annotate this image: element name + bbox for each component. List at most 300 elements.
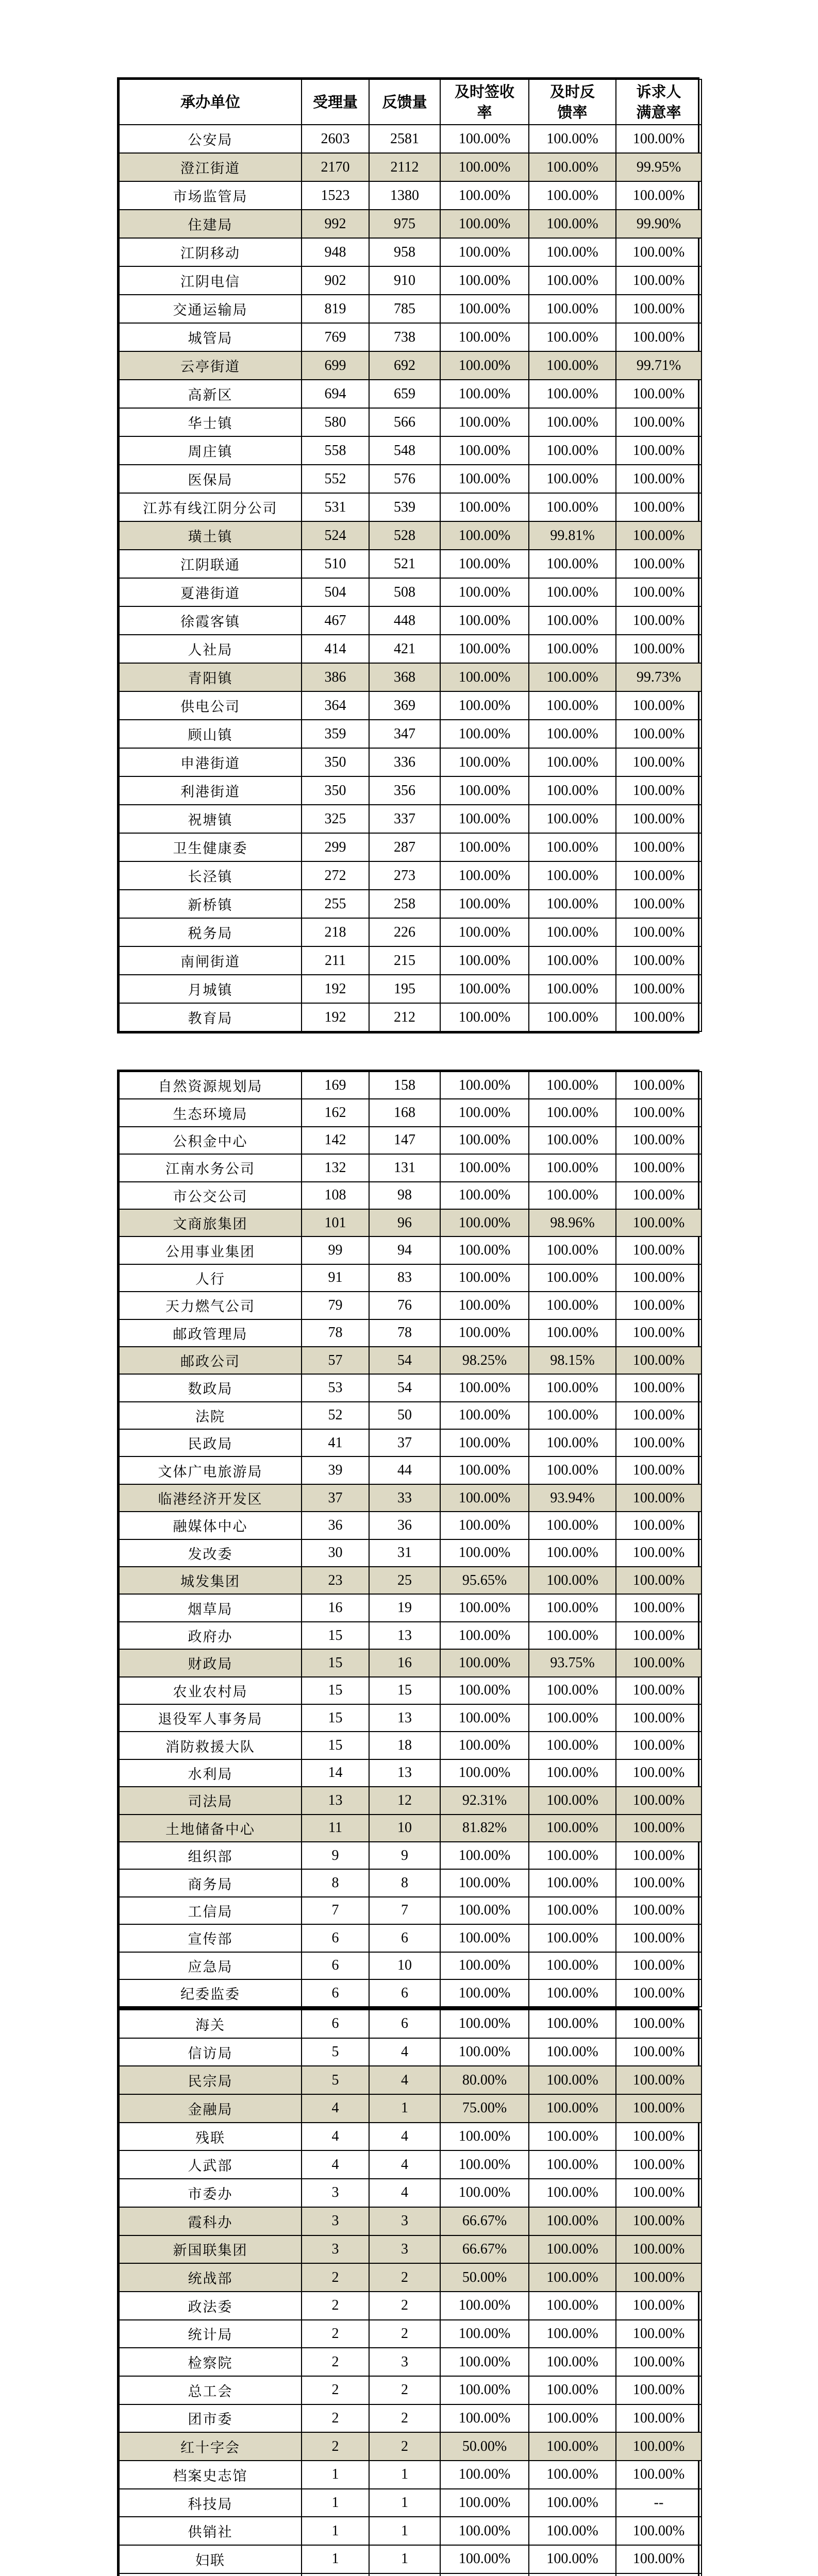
unit-cell: 公积金中心 xyxy=(119,1127,302,1154)
feedback-cell: 147 xyxy=(369,1127,440,1154)
table-row xyxy=(119,1127,702,1154)
unit-cell: 卫生健康委 xyxy=(119,833,302,861)
table-row xyxy=(119,1649,702,1676)
feedback-cell: 168 xyxy=(369,1099,440,1126)
sign-rate-cell: 100.00% xyxy=(440,2010,529,2038)
unit-cell: 政法委 xyxy=(119,2292,302,2320)
table-row xyxy=(119,1347,702,1374)
feedback-rate-cell: 100.00% xyxy=(529,691,616,720)
feedback-rate-cell: 100.00% xyxy=(529,1787,616,1814)
satisfaction-cell: 100.00% xyxy=(616,1127,702,1154)
received-cell: 350 xyxy=(302,748,369,776)
table-row xyxy=(119,295,702,323)
feedback-rate-cell: 100.00% xyxy=(529,1732,616,1759)
unit-cell: 消防救援大队 xyxy=(119,1732,302,1759)
unit-cell: 政府办 xyxy=(119,1622,302,1649)
sign-rate-cell: 50.00% xyxy=(440,2432,529,2461)
sign-rate-cell: 100.00% xyxy=(440,2179,529,2207)
received-cell: 57 xyxy=(302,1347,369,1374)
table-row xyxy=(119,2461,702,2489)
feedback-rate-cell: 100.00% xyxy=(529,380,616,408)
feedback-rate-cell: 93.94% xyxy=(529,1484,616,1512)
feedback-rate-cell: 100.00% xyxy=(529,2179,616,2207)
table-row xyxy=(119,2432,702,2461)
feedback-rate-cell: 100.00% xyxy=(529,861,616,890)
received-cell: 819 xyxy=(302,295,369,323)
feedback-rate-cell: 100.00% xyxy=(529,1264,616,1292)
satisfaction-cell: 100.00% xyxy=(616,295,702,323)
unit-cell: 青阳镇 xyxy=(119,663,302,691)
sign-rate-cell: 100.00% xyxy=(440,1292,529,1319)
feedback-cell: 347 xyxy=(369,720,440,748)
satisfaction-cell: 100.00% xyxy=(616,1264,702,1292)
received-cell: 6 xyxy=(302,2010,369,2038)
table-row xyxy=(119,720,702,748)
received-cell: 2603 xyxy=(302,125,369,153)
feedback-cell: 369 xyxy=(369,691,440,720)
satisfaction-cell xyxy=(616,2573,702,2576)
feedback-cell: 8 xyxy=(369,1869,440,1896)
received-cell: 1 xyxy=(302,2489,369,2517)
sign-rate-cell: 100.00% xyxy=(440,1924,529,1952)
unit-cell: 应急局 xyxy=(119,1952,302,1979)
received-cell: 524 xyxy=(302,521,369,550)
unit-cell: 市公交公司 xyxy=(119,1182,302,1209)
unit-cell: 烟草局 xyxy=(119,1594,302,1621)
satisfaction-cell: 100.00% xyxy=(616,2123,702,2151)
feedback-rate-cell: 100.00% xyxy=(529,1154,616,1181)
satisfaction-cell: 100.00% xyxy=(616,1374,702,1401)
table-row xyxy=(119,1374,702,1401)
feedback-cell: 76 xyxy=(369,1292,440,1319)
unit-cell: 文商旅集团 xyxy=(119,1209,302,1236)
unit-cell: 城发集团 xyxy=(119,1567,302,1594)
unit-cell: 江阴联通 xyxy=(119,550,302,578)
feedback-cell: 83 xyxy=(369,1264,440,1292)
unit-cell: 统计局 xyxy=(119,2320,302,2348)
feedback-rate-cell: 100.00% xyxy=(529,1003,616,1031)
satisfaction-cell: 100.00% xyxy=(616,1456,702,1484)
feedback-rate-cell: 100.00% xyxy=(529,1182,616,1209)
header-satisfaction: 诉求人满意率 xyxy=(616,79,702,125)
satisfaction-cell: 100.00% xyxy=(616,2461,702,2489)
feedback-rate-cell: 100.00% xyxy=(529,1979,616,2007)
sign-rate-cell: 100.00% xyxy=(440,1154,529,1181)
sign-rate-cell: 100.00% xyxy=(440,295,529,323)
feedback-cell: 10 xyxy=(369,1952,440,1979)
unit-cell: 统战部 xyxy=(119,2263,302,2292)
table-row xyxy=(119,521,702,550)
feedback-cell: 10 xyxy=(369,1815,440,1842)
feedback-cell: 1 xyxy=(369,2461,440,2489)
received-cell: 699 xyxy=(302,351,369,380)
feedback-cell: 78 xyxy=(369,1319,440,1347)
header-row xyxy=(119,79,702,125)
unit-cell: 检察院 xyxy=(119,2348,302,2376)
satisfaction-cell: 100.00% xyxy=(616,975,702,1003)
sign-rate-cell: 100.00% xyxy=(440,1484,529,1512)
sign-rate-cell: 100.00% xyxy=(440,1952,529,1979)
sign-rate-cell: 100.00% xyxy=(440,1429,529,1456)
feedback-rate-cell: 100.00% xyxy=(529,1594,616,1621)
received-cell: 3 xyxy=(302,2235,369,2264)
feedback-cell: 958 xyxy=(369,238,440,266)
table-row xyxy=(119,1704,702,1732)
received-cell: 15 xyxy=(302,1704,369,1732)
feedback-rate-cell: 100.00% xyxy=(529,1127,616,1154)
satisfaction-cell: 100.00% xyxy=(616,1759,702,1787)
received-cell: 6 xyxy=(302,1924,369,1952)
received-cell: 2 xyxy=(302,2376,369,2404)
table-row xyxy=(119,1732,702,1759)
received-cell: 350 xyxy=(302,776,369,805)
unit-cell: 数政局 xyxy=(119,1374,302,1401)
satisfaction-cell: 100.00% xyxy=(616,1897,702,1924)
received-cell: 272 xyxy=(302,861,369,890)
feedback-cell: 13 xyxy=(369,1759,440,1787)
satisfaction-cell: 100.00% xyxy=(616,890,702,918)
sign-rate-cell: 100.00% xyxy=(440,493,529,521)
table-row xyxy=(119,1292,702,1319)
table-row xyxy=(119,1952,702,1979)
satisfaction-cell: 100.00% xyxy=(616,125,702,153)
feedback-cell: 4 xyxy=(369,2066,440,2094)
table-row xyxy=(119,2545,702,2573)
received-cell: 359 xyxy=(302,720,369,748)
satisfaction-cell: 100.00% xyxy=(616,1319,702,1347)
feedback-cell: 215 xyxy=(369,946,440,975)
feedback-cell: 421 xyxy=(369,635,440,663)
table-row xyxy=(119,663,702,691)
table-row xyxy=(119,181,702,210)
received-cell: 16 xyxy=(302,1594,369,1621)
table-row xyxy=(119,2404,702,2433)
satisfaction-cell: -- xyxy=(616,2489,702,2517)
sign-rate-cell: 100.00% xyxy=(440,1704,529,1732)
received-cell: 580 xyxy=(302,408,369,436)
table-row xyxy=(119,1209,702,1236)
received-cell: 414 xyxy=(302,635,369,663)
received-cell: 2 xyxy=(302,2432,369,2461)
feedback-cell: 25 xyxy=(369,1567,440,1594)
sign-rate-cell: 100.00% xyxy=(440,210,529,238)
satisfaction-cell: 100.00% xyxy=(616,1815,702,1842)
satisfaction-cell: 100.00% xyxy=(616,181,702,210)
satisfaction-cell: 100.00% xyxy=(616,918,702,946)
feedback-cell: 336 xyxy=(369,748,440,776)
table-row xyxy=(119,550,702,578)
feedback-cell: 98 xyxy=(369,1182,440,1209)
table-row xyxy=(119,776,702,805)
feedback-cell: 13 xyxy=(369,1704,440,1732)
feedback-rate-cell: 100.00% xyxy=(529,805,616,833)
feedback-rate-cell: 100.00% xyxy=(529,2376,616,2404)
table-row xyxy=(119,2010,702,2038)
sign-rate-cell: 100.00% xyxy=(440,635,529,663)
satisfaction-cell: 100.00% xyxy=(616,380,702,408)
received-cell: 23 xyxy=(302,1567,369,1594)
received-cell: 769 xyxy=(302,323,369,351)
received-cell: 9 xyxy=(302,1842,369,1869)
table-row xyxy=(119,125,702,153)
feedback-rate-cell: 100.00% xyxy=(529,833,616,861)
received-cell: 15 xyxy=(302,1732,369,1759)
satisfaction-cell: 100.00% xyxy=(616,1787,702,1814)
unit-cell: 天力燃气公司 xyxy=(119,1292,302,1319)
sign-rate-cell: 100.00% xyxy=(440,1622,529,1649)
unit-cell: 团市委 xyxy=(119,2404,302,2433)
sign-rate-cell: 100.00% xyxy=(440,266,529,295)
satisfaction-cell: 100.00% xyxy=(616,2010,702,2038)
feedback-cell: 212 xyxy=(369,1003,440,1031)
unit-cell: 民宗局 xyxy=(119,2066,302,2094)
feedback-cell: 1 xyxy=(369,2517,440,2545)
feedback-cell: 2 xyxy=(369,2376,440,2404)
unit-cell: 澄江街道 xyxy=(119,153,302,181)
feedback-cell: 2 xyxy=(369,2404,440,2433)
feedback-rate-cell: 100.00% xyxy=(529,465,616,493)
feedback-cell: 6 xyxy=(369,2010,440,2038)
table-block-2 xyxy=(117,1070,699,2009)
feedback-rate-cell: 93.75% xyxy=(529,1649,616,1676)
sign-rate-cell: 100.00% xyxy=(440,181,529,210)
unit-cell: 金融局 xyxy=(119,2094,302,2123)
satisfaction-cell: 100.00% xyxy=(616,436,702,465)
satisfaction-cell: 100.00% xyxy=(616,2517,702,2545)
unit-cell: 江南水务公司 xyxy=(119,1154,302,1181)
unit-cell: 华士镇 xyxy=(119,408,302,436)
received-cell: 192 xyxy=(302,975,369,1003)
table-row xyxy=(119,1264,702,1292)
table-block-3 xyxy=(117,2008,699,2576)
feedback-rate-cell: 100.00% xyxy=(529,2320,616,2348)
table-body-2 xyxy=(119,1072,702,2007)
feedback-rate-cell: 100.00% xyxy=(529,1869,616,1896)
unit-cell: 土地储备中心 xyxy=(119,1815,302,1842)
table-row xyxy=(119,465,702,493)
feedback-cell: 521 xyxy=(369,550,440,578)
unit-cell: 总工会 xyxy=(119,2376,302,2404)
unit-cell: 人行 xyxy=(119,1264,302,1292)
feedback-cell: 195 xyxy=(369,975,440,1003)
feedback-rate-cell: 98.96% xyxy=(529,1209,616,1236)
feedback-rate-cell: 100.00% xyxy=(529,1759,616,1787)
sign-rate-cell: 100.00% xyxy=(440,1456,529,1484)
received-cell: 2 xyxy=(302,2404,369,2433)
feedback-cell: 13 xyxy=(369,1622,440,1649)
received-cell: 694 xyxy=(302,380,369,408)
table-row xyxy=(119,1456,702,1484)
table-row xyxy=(119,266,702,295)
sign-rate-cell: 100.00% xyxy=(440,380,529,408)
received-cell: 8 xyxy=(302,1869,369,1896)
feedback-rate-cell: 100.00% xyxy=(529,2292,616,2320)
unit-cell: 临港经济开发区 xyxy=(119,1484,302,1512)
sign-rate-cell: 100.00% xyxy=(440,1512,529,1539)
feedback-rate-cell: 100.00% xyxy=(529,2432,616,2461)
unit-cell: 江阴电信 xyxy=(119,266,302,295)
feedback-rate-cell: 100.00% xyxy=(529,1952,616,1979)
satisfaction-cell: 100.00% xyxy=(616,1842,702,1869)
header-received: 受理量 xyxy=(302,79,369,125)
table-row xyxy=(119,1319,702,1347)
received-cell: 2 xyxy=(302,2348,369,2376)
sign-rate-cell: 100.00% xyxy=(440,1127,529,1154)
feedback-cell: 15 xyxy=(369,1677,440,1704)
received-cell: 101 xyxy=(302,1209,369,1236)
table-row xyxy=(119,210,702,238)
sign-rate-cell: 100.00% xyxy=(440,748,529,776)
feedback-cell: 548 xyxy=(369,436,440,465)
feedback-cell: 337 xyxy=(369,805,440,833)
feedback-rate-cell: 100.00% xyxy=(529,890,616,918)
satisfaction-cell: 100.00% xyxy=(616,1979,702,2007)
satisfaction-cell: 100.00% xyxy=(616,408,702,436)
satisfaction-cell: 100.00% xyxy=(616,1622,702,1649)
table-row xyxy=(119,323,702,351)
feedback-rate-cell: 100.00% xyxy=(529,295,616,323)
table-row xyxy=(119,2292,702,2320)
satisfaction-cell: 100.00% xyxy=(616,1704,702,1732)
received-cell: 1 xyxy=(302,2545,369,2573)
feedback-cell: 4 xyxy=(369,2179,440,2207)
table-row xyxy=(119,1539,702,1567)
received-cell: 4 xyxy=(302,2123,369,2151)
received-cell: 13 xyxy=(302,1787,369,1814)
feedback-cell: 1 xyxy=(369,2545,440,2573)
feedback-cell: 659 xyxy=(369,380,440,408)
satisfaction-cell: 100.00% xyxy=(616,1484,702,1512)
feedback-rate-cell: 100.00% xyxy=(529,2489,616,2517)
feedback-rate-cell: 100.00% xyxy=(529,1374,616,1401)
unit-cell: 司法局 xyxy=(119,1787,302,1814)
feedback-rate-cell: 100.00% xyxy=(529,408,616,436)
feedback-cell: 1 xyxy=(369,2489,440,2517)
feedback-cell: 158 xyxy=(369,1072,440,1099)
table-row xyxy=(119,1099,702,1126)
sign-rate-cell: 100.00% xyxy=(440,1759,529,1787)
table-row xyxy=(119,2320,702,2348)
feedback-rate-cell: 100.00% xyxy=(529,2517,616,2545)
sign-rate-cell: 100.00% xyxy=(440,1979,529,2007)
unit-cell: 公安局 xyxy=(119,125,302,153)
feedback-rate-cell: 100.00% xyxy=(529,2123,616,2151)
received-cell: 79 xyxy=(302,1292,369,1319)
sign-rate-cell: 100.00% xyxy=(440,1842,529,1869)
table-row xyxy=(119,1484,702,1512)
table-row xyxy=(119,748,702,776)
unit-cell: 教育局 xyxy=(119,1003,302,1031)
feedback-cell: 2 xyxy=(369,2432,440,2461)
satisfaction-cell: 100.00% xyxy=(616,550,702,578)
feedback-rate-cell: 100.00% xyxy=(529,1567,616,1594)
feedback-rate-cell: 100.00% xyxy=(529,1072,616,1099)
satisfaction-cell: 100.00% xyxy=(616,1594,702,1621)
unit-cell: 南闸街道 xyxy=(119,946,302,975)
satisfaction-cell: 100.00% xyxy=(616,748,702,776)
sign-rate-cell: 100.00% xyxy=(440,1402,529,1429)
feedback-cell: 2 xyxy=(369,2320,440,2348)
unit-cell: 自然资源规划局 xyxy=(119,1072,302,1099)
feedback-cell: 3 xyxy=(369,2207,440,2235)
received-cell: 192 xyxy=(302,1003,369,1031)
feedback-rate-cell xyxy=(529,2573,616,2576)
feedback-rate-cell: 100.00% xyxy=(529,1704,616,1732)
feedback-cell: 785 xyxy=(369,295,440,323)
table-row xyxy=(119,238,702,266)
table-row xyxy=(119,1072,702,1099)
feedback-cell: 356 xyxy=(369,776,440,805)
table-row xyxy=(119,1182,702,1209)
sign-rate-cell: 100.00% xyxy=(440,2461,529,2489)
satisfaction-cell: 100.00% xyxy=(616,2038,702,2066)
sign-rate-cell: 100.00% xyxy=(440,805,529,833)
unit-cell: 人武部 xyxy=(119,2150,302,2179)
feedback-rate-cell: 100.00% xyxy=(529,238,616,266)
performance-table-3 xyxy=(119,2009,702,2576)
satisfaction-cell: 100.00% xyxy=(616,861,702,890)
received-cell: 948 xyxy=(302,238,369,266)
unit-cell: 市委办 xyxy=(119,2179,302,2207)
feedback-cell: 910 xyxy=(369,266,440,295)
satisfaction-cell: 100.00% xyxy=(616,1952,702,1979)
sign-rate-cell: 100.00% xyxy=(440,663,529,691)
satisfaction-cell: 100.00% xyxy=(616,2263,702,2292)
sign-rate-cell: 100.00% xyxy=(440,2348,529,2376)
feedback-cell: 7 xyxy=(369,1897,440,1924)
feedback-cell: 94 xyxy=(369,1236,440,1264)
received-cell: 364 xyxy=(302,691,369,720)
table-row xyxy=(119,2263,702,2292)
feedback-rate-cell: 100.00% xyxy=(529,125,616,153)
feedback-rate-cell: 100.00% xyxy=(529,1622,616,1649)
received-cell: 78 xyxy=(302,1319,369,1347)
unit-cell: 云亭街道 xyxy=(119,351,302,380)
received-cell: 53 xyxy=(302,1374,369,1401)
sign-rate-cell: 80.00% xyxy=(440,2066,529,2094)
unit-cell: 祝塘镇 xyxy=(119,805,302,833)
satisfaction-cell: 99.90% xyxy=(616,210,702,238)
received-cell: 531 xyxy=(302,493,369,521)
feedback-rate-cell: 100.00% xyxy=(529,1512,616,1539)
unit-cell: 邮政管理局 xyxy=(119,1319,302,1347)
feedback-cell: 6 xyxy=(369,1979,440,2007)
received-cell: 2170 xyxy=(302,153,369,181)
received-cell: 41 xyxy=(302,1429,369,1456)
table-row xyxy=(119,861,702,890)
table-row xyxy=(119,2573,702,2576)
table-row xyxy=(119,351,702,380)
satisfaction-cell: 100.00% xyxy=(616,1236,702,1264)
satisfaction-cell: 100.00% xyxy=(616,776,702,805)
feedback-rate-cell: 100.00% xyxy=(529,323,616,351)
received-cell: 5 xyxy=(302,2038,369,2066)
sign-rate-cell: 100.00% xyxy=(440,2320,529,2348)
feedback-cell: 287 xyxy=(369,833,440,861)
received-cell: 504 xyxy=(302,578,369,606)
table-row xyxy=(119,1003,702,1031)
sign-rate-cell: 100.00% xyxy=(440,1649,529,1676)
sign-rate-cell: 95.65% xyxy=(440,1567,529,1594)
sign-rate-cell: 100.00% xyxy=(440,2292,529,2320)
received-cell: 1 xyxy=(302,2517,369,2545)
unit-cell: 顾山镇 xyxy=(119,720,302,748)
satisfaction-cell: 100.00% xyxy=(616,2292,702,2320)
table-row xyxy=(119,833,702,861)
unit-cell: 水利局 xyxy=(119,1759,302,1787)
feedback-rate-cell: 100.00% xyxy=(529,1292,616,1319)
table-row xyxy=(119,1979,702,2007)
